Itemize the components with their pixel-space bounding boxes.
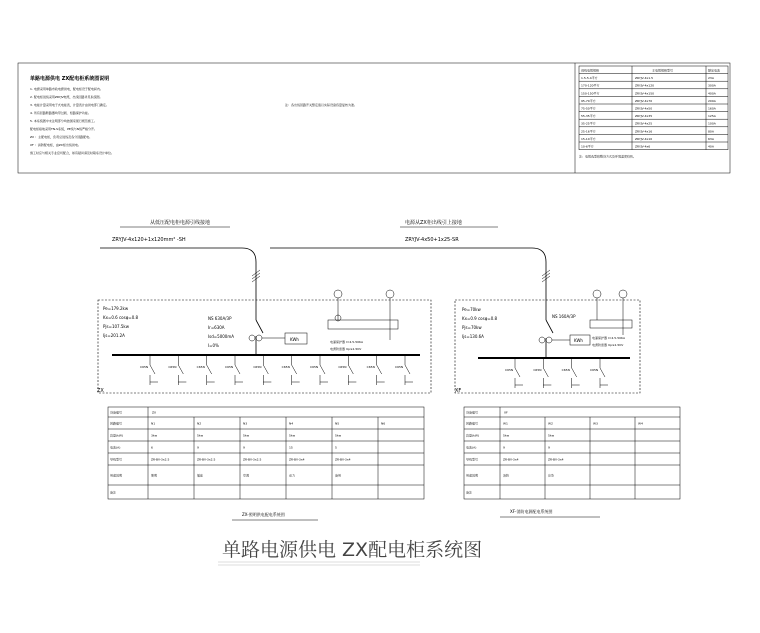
cable-table-cell: 15-10平方 bbox=[581, 136, 596, 141]
cable-table-cell: ZRYJV-4x16 bbox=[635, 129, 653, 134]
table-cell: ZR-BV-3x2.5 bbox=[243, 457, 262, 462]
table-cell: 插座 bbox=[197, 473, 204, 478]
cable-table-cell: 300A bbox=[708, 83, 716, 88]
table-cell: N6 bbox=[381, 421, 386, 426]
table-row-label: 容量(kW) bbox=[110, 433, 124, 438]
cable-table-cell: 150-150平方 bbox=[581, 91, 600, 96]
cable-table-cell: 160A bbox=[708, 106, 716, 111]
table-panel-id: XF bbox=[504, 410, 508, 415]
cable-table-cell: 25-16平方 bbox=[581, 129, 596, 134]
zx-main-switch bbox=[256, 320, 263, 333]
xf-params bbox=[462, 307, 498, 339]
panel-param: NS 630A/3P bbox=[208, 316, 232, 321]
xf-meter-label: KWh bbox=[574, 338, 583, 343]
cable-table-cell: 1.5-5.4平方 bbox=[581, 76, 598, 81]
outgoing-label: C65N bbox=[533, 368, 542, 372]
zx-earth-symbol bbox=[334, 290, 342, 298]
table-row-label: 导线型号 bbox=[466, 457, 479, 462]
table-cell: ZR-BV-3x2.5 bbox=[151, 457, 170, 462]
cable-table-cell: ZRYJV-4x150 bbox=[635, 91, 655, 96]
table-cell: 9 bbox=[548, 445, 550, 450]
cable-table-cell: 400A bbox=[708, 91, 716, 96]
outgoing-switch bbox=[377, 365, 382, 374]
table-row-label: 设备编号 bbox=[110, 410, 123, 415]
cable-table-cell: ZRYJV-4x6 bbox=[635, 144, 651, 149]
panel-param: Isd=5000mA bbox=[208, 334, 234, 339]
table-cell: 5kw bbox=[335, 433, 342, 438]
outgoing-switch bbox=[405, 365, 410, 374]
table-cell: 5kw bbox=[197, 433, 204, 438]
xf-breaker-info: NS 160A/3P bbox=[552, 314, 576, 319]
table-cell: W1 bbox=[503, 421, 508, 426]
cable-table-cell: 23A bbox=[708, 76, 714, 81]
table-row-label: 容量(kW) bbox=[466, 433, 480, 438]
table-row-label: 备注 bbox=[466, 490, 473, 495]
table-cell: 15 bbox=[289, 445, 293, 450]
table-cell: N4 bbox=[289, 421, 294, 426]
table-cell: W4 bbox=[638, 421, 643, 426]
cable-table-cell: ZRYJV-4x25 bbox=[635, 121, 653, 126]
outgoing-label: C65N bbox=[395, 365, 404, 369]
zx-spd-2: 电源防雷器 Up≤1.5KV bbox=[330, 347, 362, 351]
table-row-label: 电流(A) bbox=[110, 445, 121, 450]
panel-param: I=0% bbox=[208, 343, 219, 348]
table-cell: 消防 bbox=[503, 473, 510, 478]
xf-feed-label: 电源从ZX柜出线引上接地 bbox=[405, 220, 462, 226]
cable-table-cell: 35-25平方 bbox=[581, 121, 596, 126]
outgoing-switch bbox=[292, 365, 297, 374]
table-row-label: 回路编号 bbox=[110, 421, 123, 426]
notes-line: 配电柜接地采用TN-S系统，PE线与N线严格分开。 bbox=[30, 127, 98, 131]
cable-table-header: 主电缆规格型号 bbox=[652, 68, 674, 73]
outgoing-switch bbox=[320, 365, 325, 374]
panel-param: Ijs=130.6A bbox=[462, 334, 484, 339]
xf-earth-symbol bbox=[593, 290, 601, 298]
outgoing-switch bbox=[543, 368, 548, 377]
xf-main-switch bbox=[546, 320, 553, 333]
notes-line: 施工时应与相关专业密切配合，如有疑问请及时联系设计单位。 bbox=[30, 151, 115, 155]
panel-param: Pe=179.2kw bbox=[103, 306, 129, 311]
notes-right: 注：各出线回路开关整定值以实际设备容量复核为准。 bbox=[285, 103, 358, 107]
table-cell: N2 bbox=[197, 421, 202, 426]
panel-param: Ijs=201.2A bbox=[103, 333, 125, 338]
notes-line: 1. 电源采用单路市政电源供电，配电柜设于配电间内。 bbox=[30, 87, 103, 91]
cable-table-cell: 95-70平方 bbox=[581, 98, 596, 103]
panel-param: Pjs=107.5kw bbox=[103, 324, 129, 329]
outgoing-label: C65N bbox=[196, 365, 205, 369]
table-cell: 6 bbox=[151, 445, 153, 450]
cable-table-cell: ZRYJV-4x35 bbox=[635, 114, 653, 119]
panel-param: Ir=630A bbox=[208, 325, 225, 330]
panel-param: Kx=0.6 cosφ=0.8 bbox=[103, 315, 139, 320]
table-cell: 5kw bbox=[243, 433, 250, 438]
cable-table-cell: ZRYJV-4x120 bbox=[635, 83, 655, 88]
cable-table-cell: ZRYJV-4x70 bbox=[635, 98, 653, 103]
xf-ground-symbol bbox=[619, 290, 627, 298]
table-row-label: 电流(A) bbox=[466, 445, 477, 450]
cable-table-cell: 80A bbox=[708, 129, 714, 134]
zx-panel-frame bbox=[98, 300, 431, 393]
table-cell: 5kw bbox=[548, 433, 555, 438]
outgoing-label: C65N bbox=[366, 365, 375, 369]
zx-ground-symbol bbox=[386, 290, 394, 298]
cable-table-footnote: 注：电缆选型按敷设方式及环境温度校核。 bbox=[579, 154, 637, 159]
cable-table-cell: ZRYJV-4x1.5 bbox=[635, 76, 654, 81]
zx-spd bbox=[328, 320, 398, 329]
outgoing-label: C65N bbox=[590, 368, 599, 372]
table-cell: 照明 bbox=[151, 473, 158, 478]
outgoing-switch bbox=[348, 365, 353, 374]
outgoing-label: C65N bbox=[561, 368, 570, 372]
xf-outgoing-circuits bbox=[505, 358, 608, 388]
table-panel-id: ZX bbox=[152, 410, 157, 415]
cable-table-cell: 10-6平方 bbox=[581, 144, 594, 149]
zx-feed-label: 从低压配电柜电源引线接地 bbox=[150, 220, 211, 226]
table-cell: ZR-BV-3x4 bbox=[548, 457, 564, 462]
xf-feed-line bbox=[270, 248, 546, 300]
outgoing-label: C65N bbox=[253, 365, 262, 369]
table-cell: 9 bbox=[243, 445, 245, 450]
table-cell: N3 bbox=[243, 421, 248, 426]
table-cell: ZR-BV-3x4 bbox=[289, 457, 305, 462]
table-cell: 应急 bbox=[548, 473, 555, 478]
notes-line: 4. 所有回路断路器均带过载、短路保护功能。 bbox=[30, 111, 91, 115]
table-cell: ZR-BV-3x4 bbox=[503, 457, 519, 462]
cable-table-cell: ZRYJV-4x10 bbox=[635, 136, 653, 141]
table-cell: 5 bbox=[335, 445, 337, 450]
panel-param: Pjs=70kw bbox=[462, 325, 482, 330]
outgoing-label: C65N bbox=[140, 365, 149, 369]
notes-lines bbox=[30, 86, 114, 155]
outgoing-switch bbox=[572, 368, 577, 377]
cable-table-cell: 200A bbox=[708, 98, 716, 103]
zx-circuit-table bbox=[108, 407, 424, 499]
cable-table-cell: 100A bbox=[708, 121, 716, 126]
notes-line: ZX ：主配电柜，负责总进线及各分回路配电。 bbox=[30, 135, 93, 139]
table-cell: ZR-BV-3x4 bbox=[335, 457, 351, 462]
table-cell: 5kw bbox=[503, 433, 510, 438]
cable-table-cell: 125A bbox=[708, 114, 716, 119]
notes-line: 2. 配电柜进线采用ZRYJV电缆，出线回路详见系统图。 bbox=[30, 95, 103, 99]
notes-line: XF ：消防配电柜，由ZX柜出线供电。 bbox=[30, 143, 81, 147]
outgoing-label: C65N bbox=[338, 365, 347, 369]
outgoing-label: C65N bbox=[281, 365, 290, 369]
table-row-label: 用途说明 bbox=[466, 473, 479, 478]
zx-feed-line bbox=[100, 248, 256, 300]
table-cell: 动力 bbox=[289, 473, 296, 478]
panel-param: Pe=70kw bbox=[462, 307, 481, 312]
cable-table-cell: ZRYJV-4x50 bbox=[635, 106, 653, 111]
outgoing-label: C65N bbox=[168, 365, 177, 369]
outgoing-switch bbox=[263, 365, 268, 374]
outgoing-switch bbox=[515, 368, 520, 377]
zx-caption: ZX-照明供电配电系统图 bbox=[242, 512, 285, 517]
table-cell: N5 bbox=[335, 421, 340, 426]
cable-table-cell: 170-120平方 bbox=[581, 83, 600, 88]
table-row-label: 备注 bbox=[110, 490, 117, 495]
outgoing-label: C65N bbox=[225, 365, 234, 369]
table-cell: N1 bbox=[151, 421, 156, 426]
table-row-label: 用途说明 bbox=[110, 473, 123, 478]
zx-breaker-info bbox=[208, 316, 234, 348]
zx-outgoing-circuits bbox=[140, 355, 413, 385]
zx-spd-1: 电涌保护器 I=4.5-50KA bbox=[330, 340, 363, 344]
table-cell: 9 bbox=[503, 445, 505, 450]
table-cell: W3 bbox=[593, 421, 598, 426]
xf-circuit-table bbox=[464, 407, 680, 499]
notes-heading: 单路电源供电 ZX配电柜系统图说明 bbox=[30, 76, 110, 82]
cable-table-cell: 40A bbox=[708, 144, 714, 149]
outgoing-label: C65N bbox=[505, 368, 514, 372]
cable-table-cell: 63A bbox=[708, 136, 714, 141]
cable-spec-table bbox=[579, 66, 728, 159]
zx-params bbox=[103, 306, 139, 338]
table-cell: ZR-BV-3x2.5 bbox=[197, 457, 216, 462]
outgoing-label: C65N bbox=[310, 365, 319, 369]
xf-spd-2: 电源防雷器 Up≤1.5KV bbox=[592, 343, 624, 347]
cable-table-header: 进线电缆规格 bbox=[581, 68, 600, 73]
cable-table-cell: 75-50平方 bbox=[581, 106, 596, 111]
xf-tag: XF bbox=[455, 388, 462, 394]
xf-feed-cable: ZRYJV-4x50+1x25-SR bbox=[405, 237, 459, 243]
notes-line: 5. 本系统图中未注明部分均按国家现行规范施工。 bbox=[30, 119, 97, 123]
page-title: 单路电源供电 ZX配电柜系统图 bbox=[222, 539, 483, 561]
outgoing-switch bbox=[235, 365, 240, 374]
table-row-label: 回路编号 bbox=[466, 421, 479, 426]
outgoing-switch bbox=[150, 365, 155, 374]
table-row-label: 设备编号 bbox=[466, 410, 479, 415]
outgoing-switch bbox=[207, 365, 212, 374]
outgoing-switch bbox=[178, 365, 183, 374]
xf-spd bbox=[590, 320, 632, 328]
zx-tag: ZX bbox=[97, 388, 104, 394]
xf-spd-1: 电涌保护器 I=4.5-50KA bbox=[592, 336, 625, 340]
panel-param: Kx=0.9 cosφ=0.8 bbox=[462, 316, 498, 321]
cable-table-cell: 55-35平方 bbox=[581, 114, 596, 119]
table-cell: 3kw bbox=[151, 433, 158, 438]
cable-table-header: 额定电流 bbox=[708, 68, 721, 73]
outgoing-switch bbox=[600, 368, 605, 377]
table-cell: W2 bbox=[548, 421, 553, 426]
zx-meter-label: KWh bbox=[290, 337, 299, 342]
zx-feed-cable: ZRYJV-4x120+1x120mm² -SH bbox=[112, 237, 186, 243]
xf-caption: XF-消防电源配电系统图 bbox=[510, 509, 553, 514]
notes-line: 3. 电能计量采用电子式电能表，计量表计由供电部门确定。 bbox=[30, 103, 109, 107]
table-row-label: 导线型号 bbox=[110, 457, 123, 462]
table-cell: 备用 bbox=[335, 473, 342, 478]
table-cell: 9 bbox=[197, 445, 199, 450]
table-cell: 空调 bbox=[243, 473, 250, 478]
table-cell: 5kw bbox=[289, 433, 296, 438]
